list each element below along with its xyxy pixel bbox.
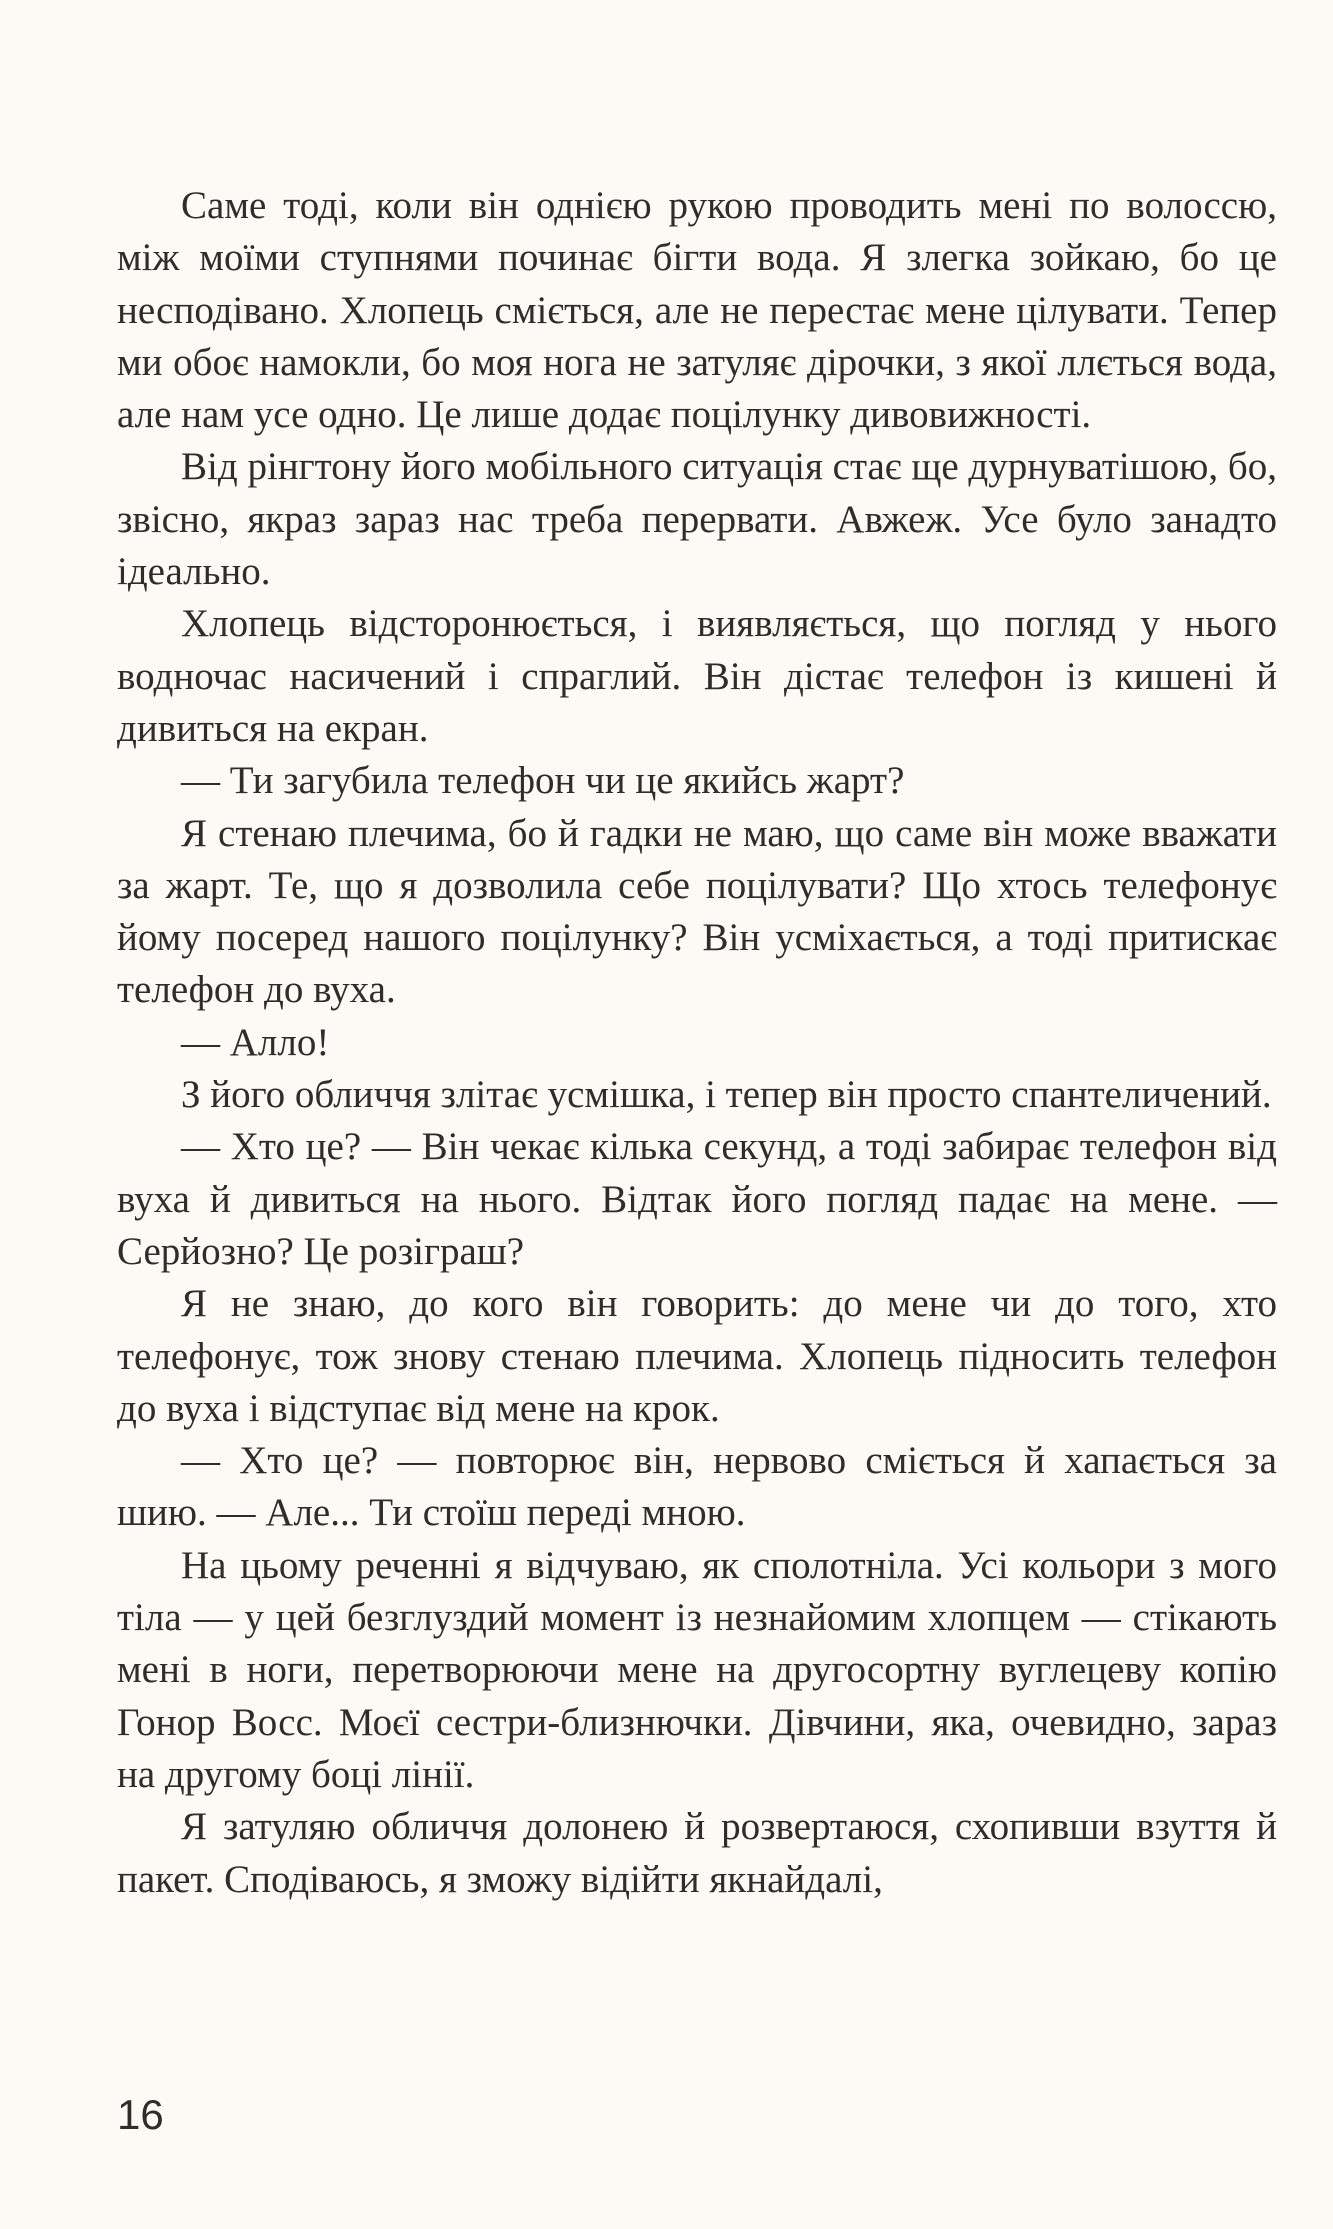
paragraph: Я не знаю, до кого він говорить: до мене чи до того, хто телефонує, тож знову стенаю плечима. Хлопець підносить телефон до вуха і відступає від мене на крок.	[117, 1282, 1277, 1430]
dialogue-line: — Ти загубила телефон чи це якийсь жарт?	[181, 759, 905, 803]
dialogue-line: — Хто це? — Він чекає кілька секунд, а тоді забирає телефон від вуха й дивиться на нього. Відтак його погляд падає на мене. — Серйозно? Це розіграш?	[117, 1125, 1277, 1273]
paragraph: Саме тоді, коли він однією рукою проводить мені по волоссю, між моїми ступнями починає бігти вода. Я злегка зойкаю, бо це несподівано. Хлопець сміється, але не перестає мене цілувати. Тепер ми обоє намокли, бо моя нога не затуляє дірочки, з якої ллється вода, але нам усе одно. Це лише додає поцілунку дивовижності.	[117, 184, 1277, 437]
paragraph: З його обличчя злітає усмішка, і тепер він просто спантеличений.	[181, 1073, 1272, 1117]
paragraph: Я затуляю обличчя долонею й розвертаюся, схопивши взуття й пакет. Сподіваюсь, я зможу відійти якнайдалі,	[117, 1805, 1277, 1901]
page-number: 16	[117, 2091, 164, 2138]
body-text	[117, 180, 1277, 1906]
paragraph: Від рінгтону його мобільного ситуація стає ще дурнуватішою, бо, звісно, якраз зараз нас треба перервати. Авжеж. Усе було занадто ідеально.	[117, 445, 1277, 594]
paragraph: На цьому реченні я відчуваю, як сполотніла. Усі кольори з мого тіла — у цей безглуздий момент із незнайомим хлопцем — стікають мені в ноги, перетворюючи мене на другосортну вуглецеву копію Гонор Восс. Моєї сестри-близнючки. Дівчини, яка, очевидно, зараз на другому боці лінії.	[117, 1543, 1277, 1796]
paragraph: Хлопець відсторонюється, і виявляється, що погляд у нього водночас насичений і спраглий. Він дістає телефон із кишені й дивиться на екран.	[117, 602, 1277, 750]
paragraph: Я стенаю плечима, бо й гадки не маю, що саме він може вважати за жарт. Те, що я дозволила себе поцілувати? Що хтось телефонує йому посеред нашого поцілунку? Він усміхається, а тоді притискає телефон до вуха.	[117, 811, 1277, 1012]
dialogue-line: — Хто це? — повторює він, нервово сміється й хапається за шию. — Але... Ти стоїш переді мною.	[117, 1439, 1277, 1535]
dialogue-line: — Алло!	[181, 1020, 330, 1064]
